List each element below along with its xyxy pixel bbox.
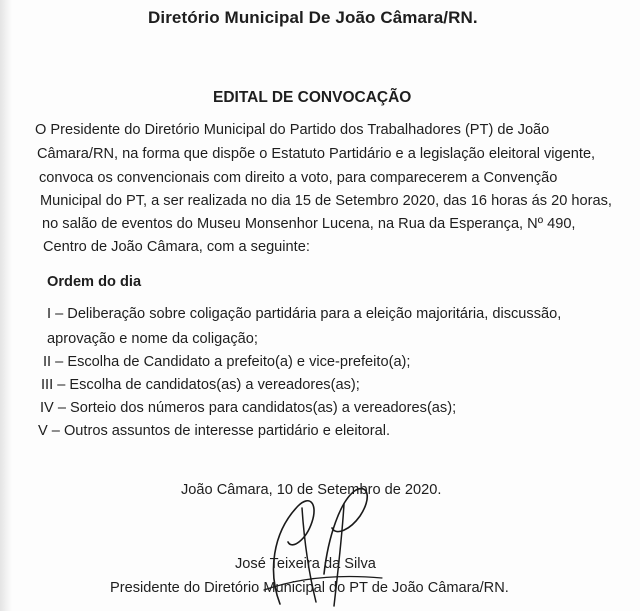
signer-role: Presidente do Diretório Municipal do PT de João Câmara/RN. xyxy=(110,580,509,596)
agenda-item: III – Escolha de candidatos(as) a vereadores(as); xyxy=(41,377,360,393)
document-title: EDITAL DE CONVOCAÇÃO xyxy=(213,89,412,106)
intro-line: convoca os convencionais com direito a voto, para comparecerem a Convenção xyxy=(39,170,558,186)
intro-line: Centro de João Câmara, com a seguinte: xyxy=(43,239,310,255)
intro-line: Municipal do PT, a ser realizada no dia 15 de Setembro 2020, das 16 horas ás 20 horas, xyxy=(40,193,612,209)
agenda-item: IV – Sorteio dos números para candidatos(as) a vereadores(as); xyxy=(40,400,457,416)
document-header: Diretório Municipal De João Câmara/RN. xyxy=(148,8,478,27)
agenda-item: I – Deliberação sobre coligação partidária para a eleição majoritária, discussão, xyxy=(47,306,562,322)
page-edge-shadow xyxy=(0,0,12,611)
agenda-item: aprovação e nome da coligação; xyxy=(47,331,258,347)
agenda-heading: Ordem do dia xyxy=(47,274,142,290)
intro-line: Câmara/RN, na forma que dispõe o Estatuto Partidário e a legislação eleitoral vigente, xyxy=(37,146,596,162)
intro-line: O Presidente do Diretório Municipal do Partido dos Trabalhadores (PT) de João xyxy=(35,122,550,138)
place-date: João Câmara, 10 de Setembro de 2020. xyxy=(181,482,442,498)
signer-name: José Teixeira da Silva xyxy=(235,556,376,572)
agenda-item: II – Escolha de Candidato a prefeito(a) e vice-prefeito(a); xyxy=(43,354,411,370)
intro-line: no salão de eventos do Museu Monsenhor Lucena, na Rua da Esperança, Nº 490, xyxy=(42,216,576,232)
agenda-item: V – Outros assuntos de interesse partidário e eleitoral. xyxy=(38,423,391,439)
